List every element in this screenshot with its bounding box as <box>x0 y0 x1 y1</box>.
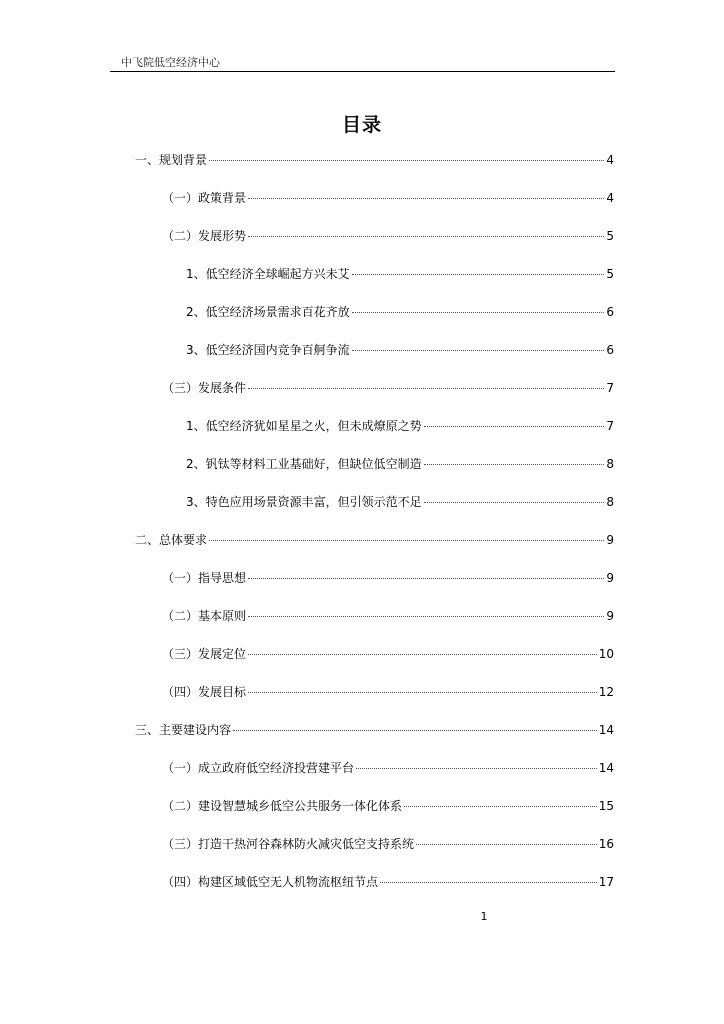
toc-leader-dots <box>209 160 604 161</box>
toc-entry-label: （一）成立政府低空经济投营建平台 <box>162 761 355 775</box>
toc-entry[interactable] <box>0 682 724 702</box>
toc-title: 目录 <box>341 114 382 136</box>
toc-entry[interactable] <box>0 378 724 398</box>
toc-entry-page: 9 <box>606 533 614 547</box>
toc-entry-page: 10 <box>598 647 614 661</box>
toc-entry[interactable] <box>0 872 724 892</box>
toc-entry-page: 5 <box>606 267 614 281</box>
toc-entry[interactable] <box>0 264 724 284</box>
toc-entry-label: 2、钒钛等材料工业基础好，但缺位低空制造 <box>186 457 422 471</box>
toc-entry-label: （四）构建区域低空无人机物流枢纽节点 <box>162 875 379 889</box>
toc-leader-dots <box>424 464 605 465</box>
toc-entry-label: 3、特色应用场景资源丰富，但引领示范不足 <box>186 495 422 509</box>
toc-entry-page: 4 <box>606 153 614 167</box>
header-divider <box>110 71 615 72</box>
toc-entry[interactable] <box>0 340 724 360</box>
toc-entry-page: 4 <box>606 191 614 205</box>
toc-leader-dots <box>404 806 597 807</box>
toc-entry-page: 12 <box>598 685 614 699</box>
toc-entry-page: 14 <box>598 761 614 775</box>
toc-leader-dots <box>352 350 605 351</box>
toc-leader-dots <box>248 388 604 389</box>
toc-leader-dots <box>248 236 604 237</box>
toc-leader-dots <box>248 578 604 579</box>
toc-leader-dots <box>209 540 604 541</box>
toc-entry[interactable] <box>0 720 724 740</box>
toc-entry-label: （三）发展定位 <box>162 647 247 661</box>
toc-entry[interactable] <box>0 796 724 816</box>
toc-entry[interactable] <box>0 416 724 436</box>
toc-entry[interactable] <box>0 454 724 474</box>
toc-leader-dots <box>424 426 605 427</box>
toc-leader-dots <box>352 274 605 275</box>
toc-entry[interactable] <box>0 302 724 322</box>
toc-entry-label: 一、规划背景 <box>135 153 208 167</box>
toc-entry-label: 3、低空经济国内竞争百舸争流 <box>186 343 350 357</box>
toc-entry-label: （二）基本原则 <box>162 609 247 623</box>
toc-entry-page: 8 <box>606 495 614 509</box>
page-number: 1 <box>480 910 488 923</box>
toc-entry[interactable] <box>0 644 724 664</box>
toc-entry-page: 6 <box>606 343 614 357</box>
toc-entry-page: 6 <box>606 305 614 319</box>
toc-leader-dots <box>248 654 597 655</box>
toc-leader-dots <box>248 692 597 693</box>
toc-entry[interactable] <box>0 758 724 778</box>
toc-entry-page: 7 <box>606 419 614 433</box>
toc-entry[interactable] <box>0 226 724 246</box>
toc-leader-dots <box>248 198 604 199</box>
toc-entry[interactable] <box>0 568 724 588</box>
toc-entry-page: 14 <box>598 723 614 737</box>
toc-entry-label: 1、低空经济全球崛起方兴未艾 <box>186 267 350 281</box>
toc-entry-page: 16 <box>598 837 614 851</box>
toc-entry-label: 2、低空经济场景需求百花齐放 <box>186 305 350 319</box>
toc-entry-page: 9 <box>606 609 614 623</box>
toc-entry-label: 二、总体要求 <box>135 533 208 547</box>
toc-entry-page: 17 <box>598 875 614 889</box>
toc-leader-dots <box>380 882 597 883</box>
toc-entry-page: 8 <box>606 457 614 471</box>
toc-entry[interactable] <box>0 606 724 626</box>
toc-entry-label: （三）发展条件 <box>162 381 247 395</box>
toc-entry[interactable] <box>0 492 724 512</box>
toc-entry-label: （一）指导思想 <box>162 571 247 585</box>
toc-entry-label: （二）建设智慧城乡低空公共服务一体化体系 <box>162 799 403 813</box>
toc-entry-page: 15 <box>598 799 614 813</box>
running-header: 中飞院低空经济中心 <box>121 56 220 69</box>
toc-entry-label: （二）发展形势 <box>162 229 247 243</box>
toc-entry-label: （三）打造干热河谷森林防火减灾低空支持系统 <box>162 837 415 851</box>
toc-leader-dots <box>416 844 597 845</box>
toc-entry[interactable] <box>0 188 724 208</box>
toc-entry-page: 9 <box>606 571 614 585</box>
toc-entry[interactable] <box>0 834 724 854</box>
toc-leader-dots <box>233 730 597 731</box>
toc-entry-page: 5 <box>606 229 614 243</box>
toc-entry[interactable] <box>0 150 724 170</box>
toc-leader-dots <box>248 616 604 617</box>
toc-entry-label: （四）发展目标 <box>162 685 247 699</box>
toc-entry-label: 1、低空经济犹如星星之火，但未成燎原之势 <box>186 419 422 433</box>
toc-entry-label: 三、主要建设内容 <box>135 723 232 737</box>
toc-entry-page: 7 <box>606 381 614 395</box>
toc-leader-dots <box>424 502 605 503</box>
toc-leader-dots <box>352 312 605 313</box>
toc-leader-dots <box>356 768 597 769</box>
toc-entry[interactable] <box>0 530 724 550</box>
toc-entry-label: （一）政策背景 <box>162 191 247 205</box>
